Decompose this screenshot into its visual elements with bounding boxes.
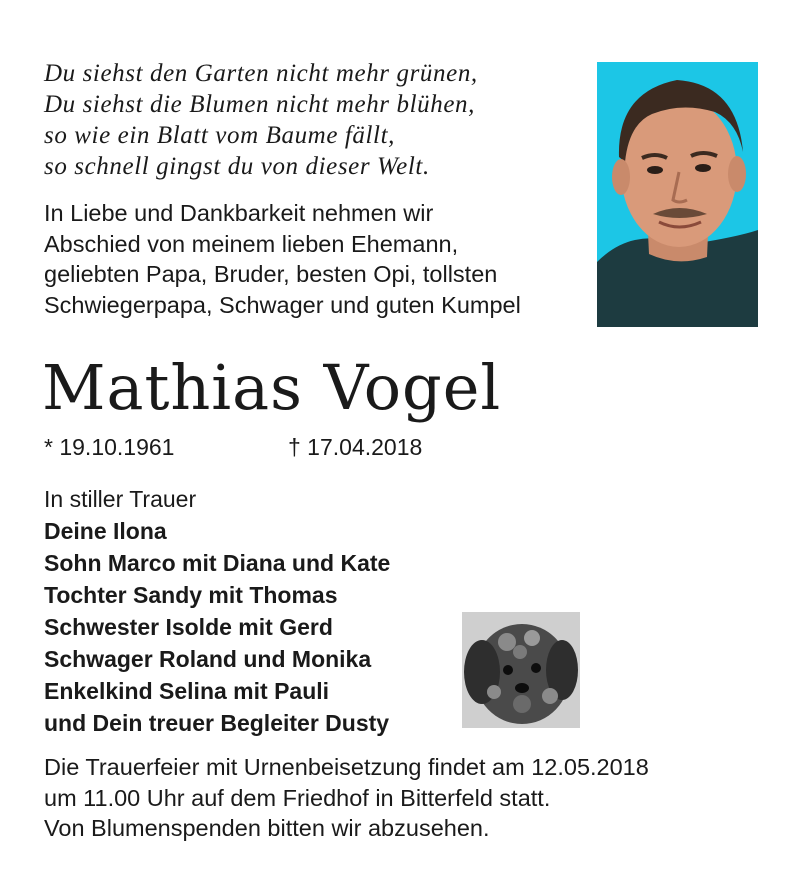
service-line: Die Trauerfeier mit Urnenbeisetzung findet am 12.05.2018: [44, 754, 649, 780]
intro-line: Schwiegerpapa, Schwager und guten Kumpel: [44, 291, 521, 318]
dog-photo: [462, 612, 580, 728]
memorial-poem: [44, 58, 604, 182]
death-date: † 17.04.2018: [288, 434, 423, 460]
poem-line: Du siehst die Blumen nicht mehr blühen,: [44, 91, 475, 118]
birth-date: * 19.10.1961: [44, 434, 175, 460]
poem-line: so wie ein Blatt vom Baume fällt,: [44, 122, 396, 149]
dog-illustration: [462, 612, 580, 728]
mourner-entry: Deine Ilona: [44, 518, 167, 544]
portrait-photo: [597, 62, 758, 327]
mourner-entry: Schwager Roland und Monika: [44, 646, 372, 672]
service-notice: [44, 752, 649, 844]
mourners-list: [44, 483, 390, 739]
mourner-entry: und Dein treuer Begleiter Dusty: [44, 710, 390, 736]
mourning-heading: In stiller Trauer: [44, 486, 197, 512]
poem-line: Du siehst den Garten nicht mehr grünen,: [44, 60, 478, 87]
intro-line: Abschied von meinem lieben Ehemann,: [44, 230, 459, 257]
service-line: Von Blumenspenden bitten wir abzusehen.: [44, 815, 490, 841]
mourner-entry: Enkelkind Selina mit Pauli: [44, 678, 330, 704]
portrait-illustration: [597, 62, 758, 327]
mourner-entry: Schwester Isolde mit Gerd: [44, 614, 333, 640]
mourner-entry: Tochter Sandy mit Thomas: [44, 582, 338, 608]
intro-line: In Liebe und Dankbarkeit nehmen wir: [44, 200, 434, 226]
service-line: um 11.00 Uhr auf dem Friedhof in Bitterfeld statt.: [44, 784, 551, 811]
deceased-name: Mathias Vogel: [42, 351, 502, 424]
farewell-intro: [44, 198, 604, 320]
intro-line: geliebten Papa, Bruder, besten Opi, tollsten: [44, 261, 498, 287]
poem-line: so schnell gingst du von dieser Welt.: [44, 153, 430, 180]
mourner-entry: Sohn Marco mit Diana und Kate: [44, 550, 391, 576]
